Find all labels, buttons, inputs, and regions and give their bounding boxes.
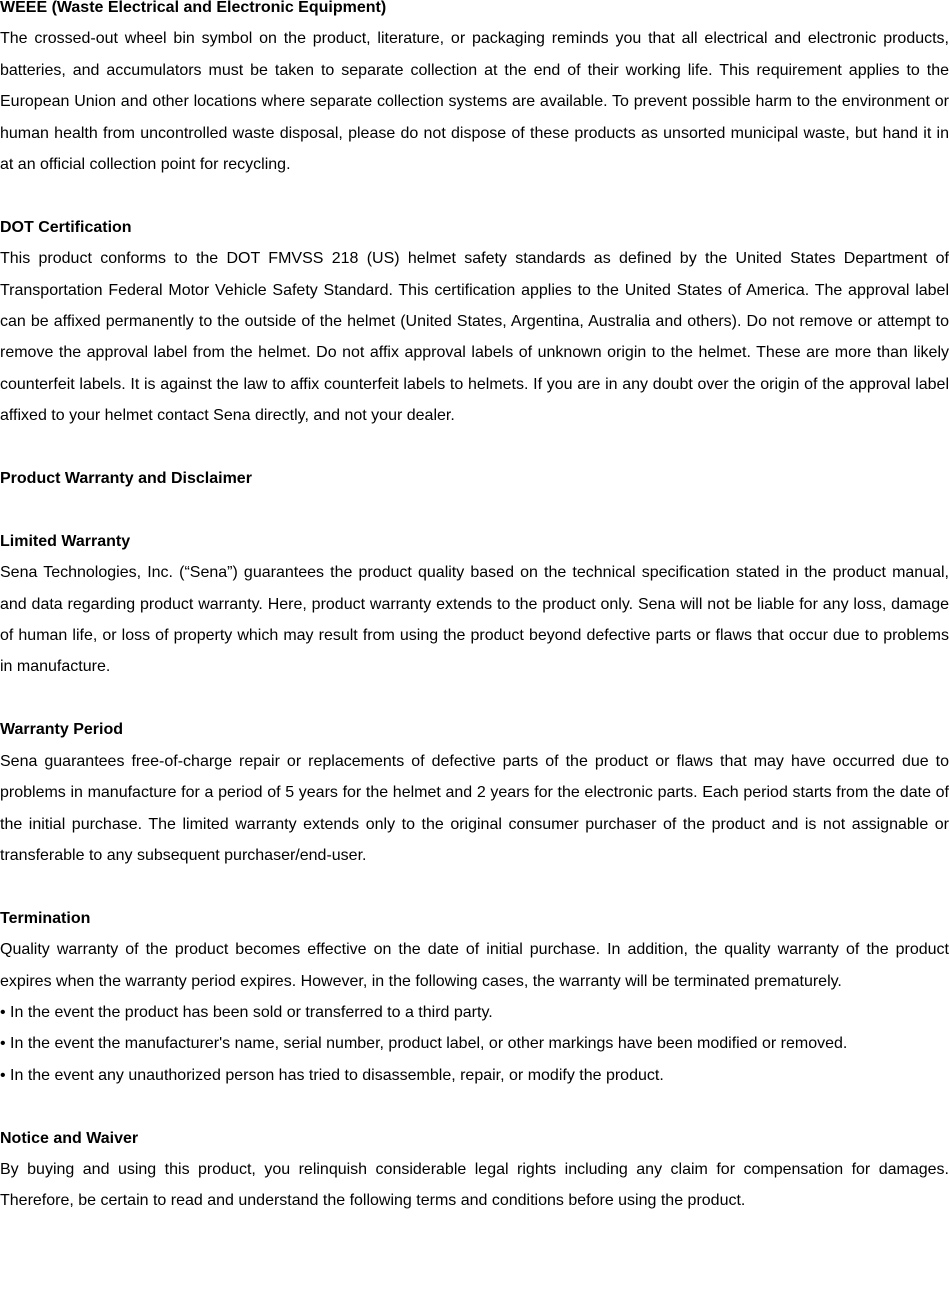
notice-waiver-heading: Notice and Waiver <box>0 1129 139 1147</box>
section-spacer <box>0 432 949 463</box>
notice-waiver-body: By buying and using this product, you relinquish considerable legal rights including any claim for compensation for damages. Therefore, be certain to read and understand the following terms and conditions before using the product. <box>0 1160 949 1210</box>
section-spacer <box>0 871 949 902</box>
termination-bullet: • In the event the product has been sold or transferred to a third party. <box>0 1003 493 1021</box>
termination-bullet: • In the event any unauthorized person has tried to disassemble, repair, or modify the product. <box>0 1066 664 1084</box>
warranty-period-body: Sena guarantees free-of-charge repair or replacements of defective parts of the product or flaws that may have occurred due to problems in manufacture for a period of 5 years for the helmet and 2 years for the electronic parts. Each period starts from the date of the initial purchase. The limited warranty extends only to the original consumer purchaser of the product and is not assignable or transferable to any subsequent purchaser/end-user. <box>0 752 949 864</box>
limited-warranty-body: Sena Technologies, Inc. (“Sena”) guarantees the product quality based on the technical specification stated in the product manual, and data regarding product warranty. Here, product warranty extends to the product only. Sena will not be liable for any loss, damage of human life, or loss of property which may result from using the product beyond defective parts or flaws that occur due to problems in manufacture. <box>0 564 949 676</box>
section-spacer <box>0 180 949 211</box>
section-spacer <box>0 494 949 525</box>
termination-heading: Termination <box>0 909 91 927</box>
termination-body: Quality warranty of the product becomes effective on the date of initial purchase. In addition, the quality warranty of the product expires when the warranty period expires. However, in the following cases, the warranty will be terminated prematurely. <box>0 941 949 990</box>
warranty-disclaimer-heading: Product Warranty and Disclaimer <box>0 470 252 488</box>
warranty-period-heading: Warranty Period <box>0 721 123 739</box>
termination-bullet: • In the event the manufacturer's name, serial number, product label, or other markings have been modified or removed. <box>0 1035 848 1053</box>
section-spacer <box>0 1091 949 1122</box>
limited-warranty-heading: Limited Warranty <box>0 532 131 550</box>
section-spacer <box>0 683 949 714</box>
dot-body: This product conforms to the DOT FMVSS 218 (US) helmet safety standards as defined by the United States Department of Transportation Federal Motor Vehicle Safety Standard. This certification applies to the United States of America. The approval label can be affixed permanently to the outside of the helmet (United States, Argentina, Australia and others). Do not remove or attempt to remove the approval label from the helmet. Do not affix approval labels of unknown origin to the helmet. These are more than likely counterfeit labels. It is against the law to affix counterfeit labels to helmets. If you are in any doubt over the origin of the approval label affixed to your helmet contact Sena directly, and not your dealer. <box>0 250 949 425</box>
dot-heading: DOT Certification <box>0 218 132 236</box>
weee-body: The crossed-out wheel bin symbol on the product, literature, or packaging reminds you that all electrical and electronic products, batteries, and accumulators must be taken to separate collection at the end of their working life. This requirement applies to the European Union and other locations where separate collection systems are available. To prevent possible harm to the environment or human health from uncontrolled waste disposal, please do not dispose of these products as unsorted municipal waste, but hand it in at an official collection point for recycling. <box>0 30 949 174</box>
weee-heading: WEEE (Waste Electrical and Electronic Equipment) <box>0 0 387 16</box>
